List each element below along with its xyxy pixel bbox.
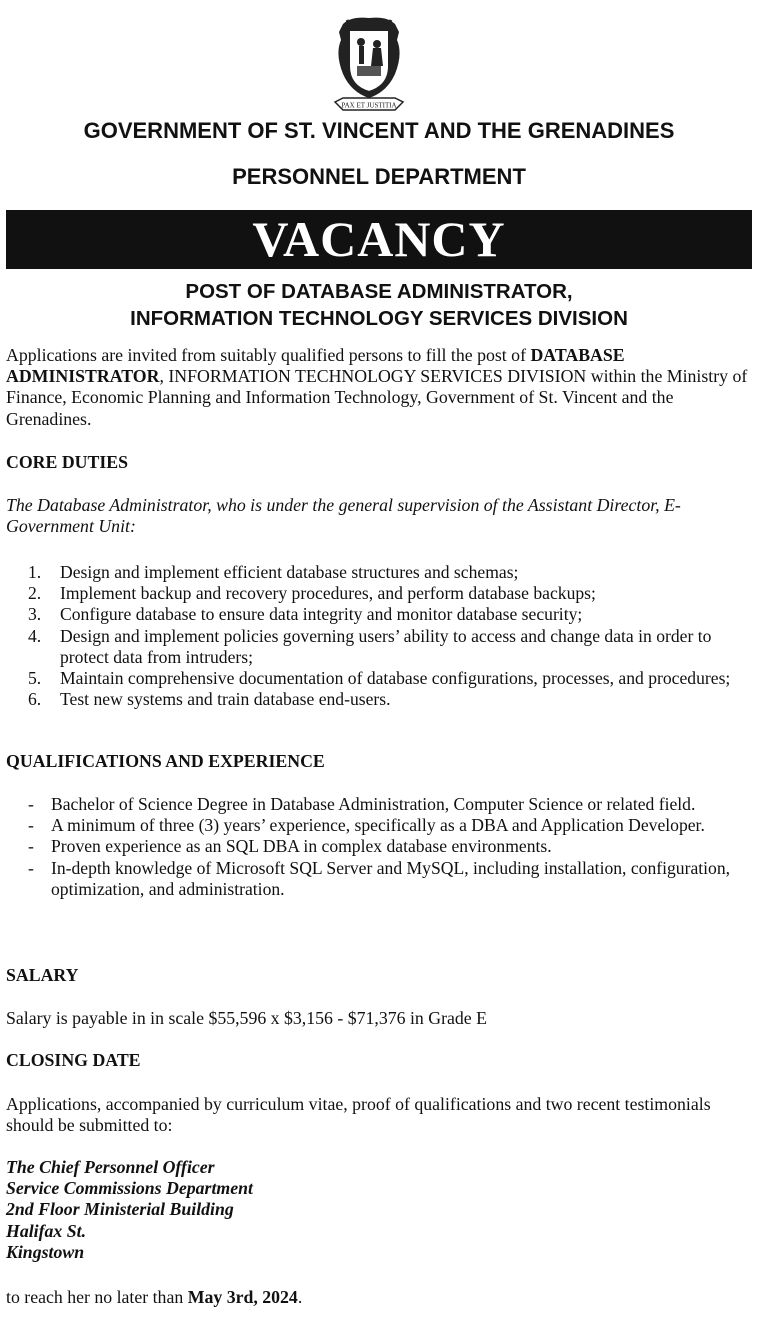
duty-item	[6, 668, 754, 689]
closing-date-heading: CLOSING DATE	[6, 1050, 141, 1070]
duty-item	[6, 626, 754, 668]
duty-number: 1.	[28, 562, 42, 582]
qualification-item	[6, 815, 754, 836]
qualification-item	[6, 794, 754, 815]
department-title: PERSONNEL DEPARTMENT	[232, 164, 526, 189]
duty-text: Design and implement efficient database structures and schemas;	[60, 562, 519, 582]
core-duties-lead: The Database Administrator, who is under the general supervision of the Assistant Director, E-Government Unit:	[6, 495, 681, 537]
government-title: GOVERNMENT OF ST. VINCENT AND THE GRENADINES	[83, 118, 675, 143]
address-line: 2nd Floor Ministerial Building	[6, 1199, 234, 1220]
address-line: Halifax St.	[6, 1220, 87, 1241]
submission-address	[6, 1157, 253, 1263]
qualification-text: Proven experience as an SQL DBA in complex database environments.	[51, 836, 552, 857]
duty-number: 5.	[28, 668, 42, 689]
duty-number: 6.	[28, 689, 42, 710]
bullet-dash: -	[28, 836, 34, 857]
duty-number: 2.	[28, 583, 42, 604]
duty-item	[6, 583, 754, 604]
qualification-text: In-depth knowledge of Microsoft SQL Server and MySQL, including installation, configuration, optimization, and administration.	[51, 857, 731, 899]
qualification-text: A minimum of three (3) years’ experience, specifically as a DBA and Application Developer.	[51, 815, 705, 836]
deadline-date: May 3rd, 2024	[187, 1287, 298, 1307]
core-duties-heading: CORE DUTIES	[6, 452, 129, 472]
post-title-line2: INFORMATION TECHNOLOGY SERVICES DIVISION	[130, 307, 628, 330]
closing-instructions: Applications, accompanied by curriculum vitae, proof of qualifications and two recent testimonials should be submitted to:	[6, 1094, 711, 1136]
intro-paragraph	[6, 345, 748, 430]
duty-number: 3.	[28, 604, 42, 625]
svg-text:PAX ET JUSTITIA: PAX ET JUSTITIA	[341, 101, 397, 110]
duty-text: Maintain comprehensive documentation of database configurations, processes, and procedures;	[60, 668, 731, 689]
qualification-item	[6, 836, 754, 857]
duty-item	[6, 604, 754, 625]
vacancy-banner: VACANCY	[6, 210, 752, 269]
address-line: Kingstown	[6, 1241, 85, 1262]
post-title-line1: POST OF DATABASE ADMINISTRATOR,	[185, 280, 573, 303]
qualifications-list	[6, 794, 754, 900]
deadline-sentence	[6, 1287, 748, 1308]
deadline-period: .	[297, 1287, 303, 1307]
coat-of-arms-icon	[329, 14, 409, 114]
deadline-text: to reach her no later than	[6, 1287, 188, 1307]
intro-text-start: Applications are invited from suitably qualified persons to fill the post of	[6, 345, 531, 365]
intro-post-name: DATABASE ADMINISTRATOR	[6, 345, 625, 387]
qualification-item	[6, 858, 754, 900]
duty-text: Design and implement policies governing users’ ability to access and change data in order to protect data from intruders;	[60, 625, 712, 667]
qualification-text: Bachelor of Science Degree in Database Administration, Computer Science or related field.	[51, 794, 696, 814]
intro-text-end: , INFORMATION TECHNOLOGY SERVICES DIVISION within the Ministry of Finance, Economic Planning and Information Technology, Government of St. Vincent and the Grenadines.	[6, 366, 748, 429]
duty-number: 4.	[28, 625, 42, 646]
duty-text: Test new systems and train database end-users.	[60, 689, 391, 710]
duty-item	[6, 689, 754, 710]
address-line: Service Commissions Department	[6, 1178, 253, 1199]
bullet-dash: -	[28, 857, 34, 878]
duties-list	[6, 562, 754, 710]
address-line: The Chief Personnel Officer	[6, 1157, 215, 1177]
duty-item	[6, 562, 754, 583]
qualifications-heading: QUALIFICATIONS AND EXPERIENCE	[6, 751, 325, 771]
bullet-dash: -	[28, 815, 34, 836]
salary-heading: SALARY	[6, 965, 79, 985]
duty-text: Implement backup and recovery procedures, and perform database backups;	[60, 583, 596, 604]
salary-text: Salary is payable in in scale $55,596 x $3,156 - $71,376 in Grade E	[6, 1008, 487, 1028]
duty-text: Configure database to ensure data integrity and monitor database security;	[60, 604, 583, 625]
bullet-dash: -	[28, 794, 34, 814]
